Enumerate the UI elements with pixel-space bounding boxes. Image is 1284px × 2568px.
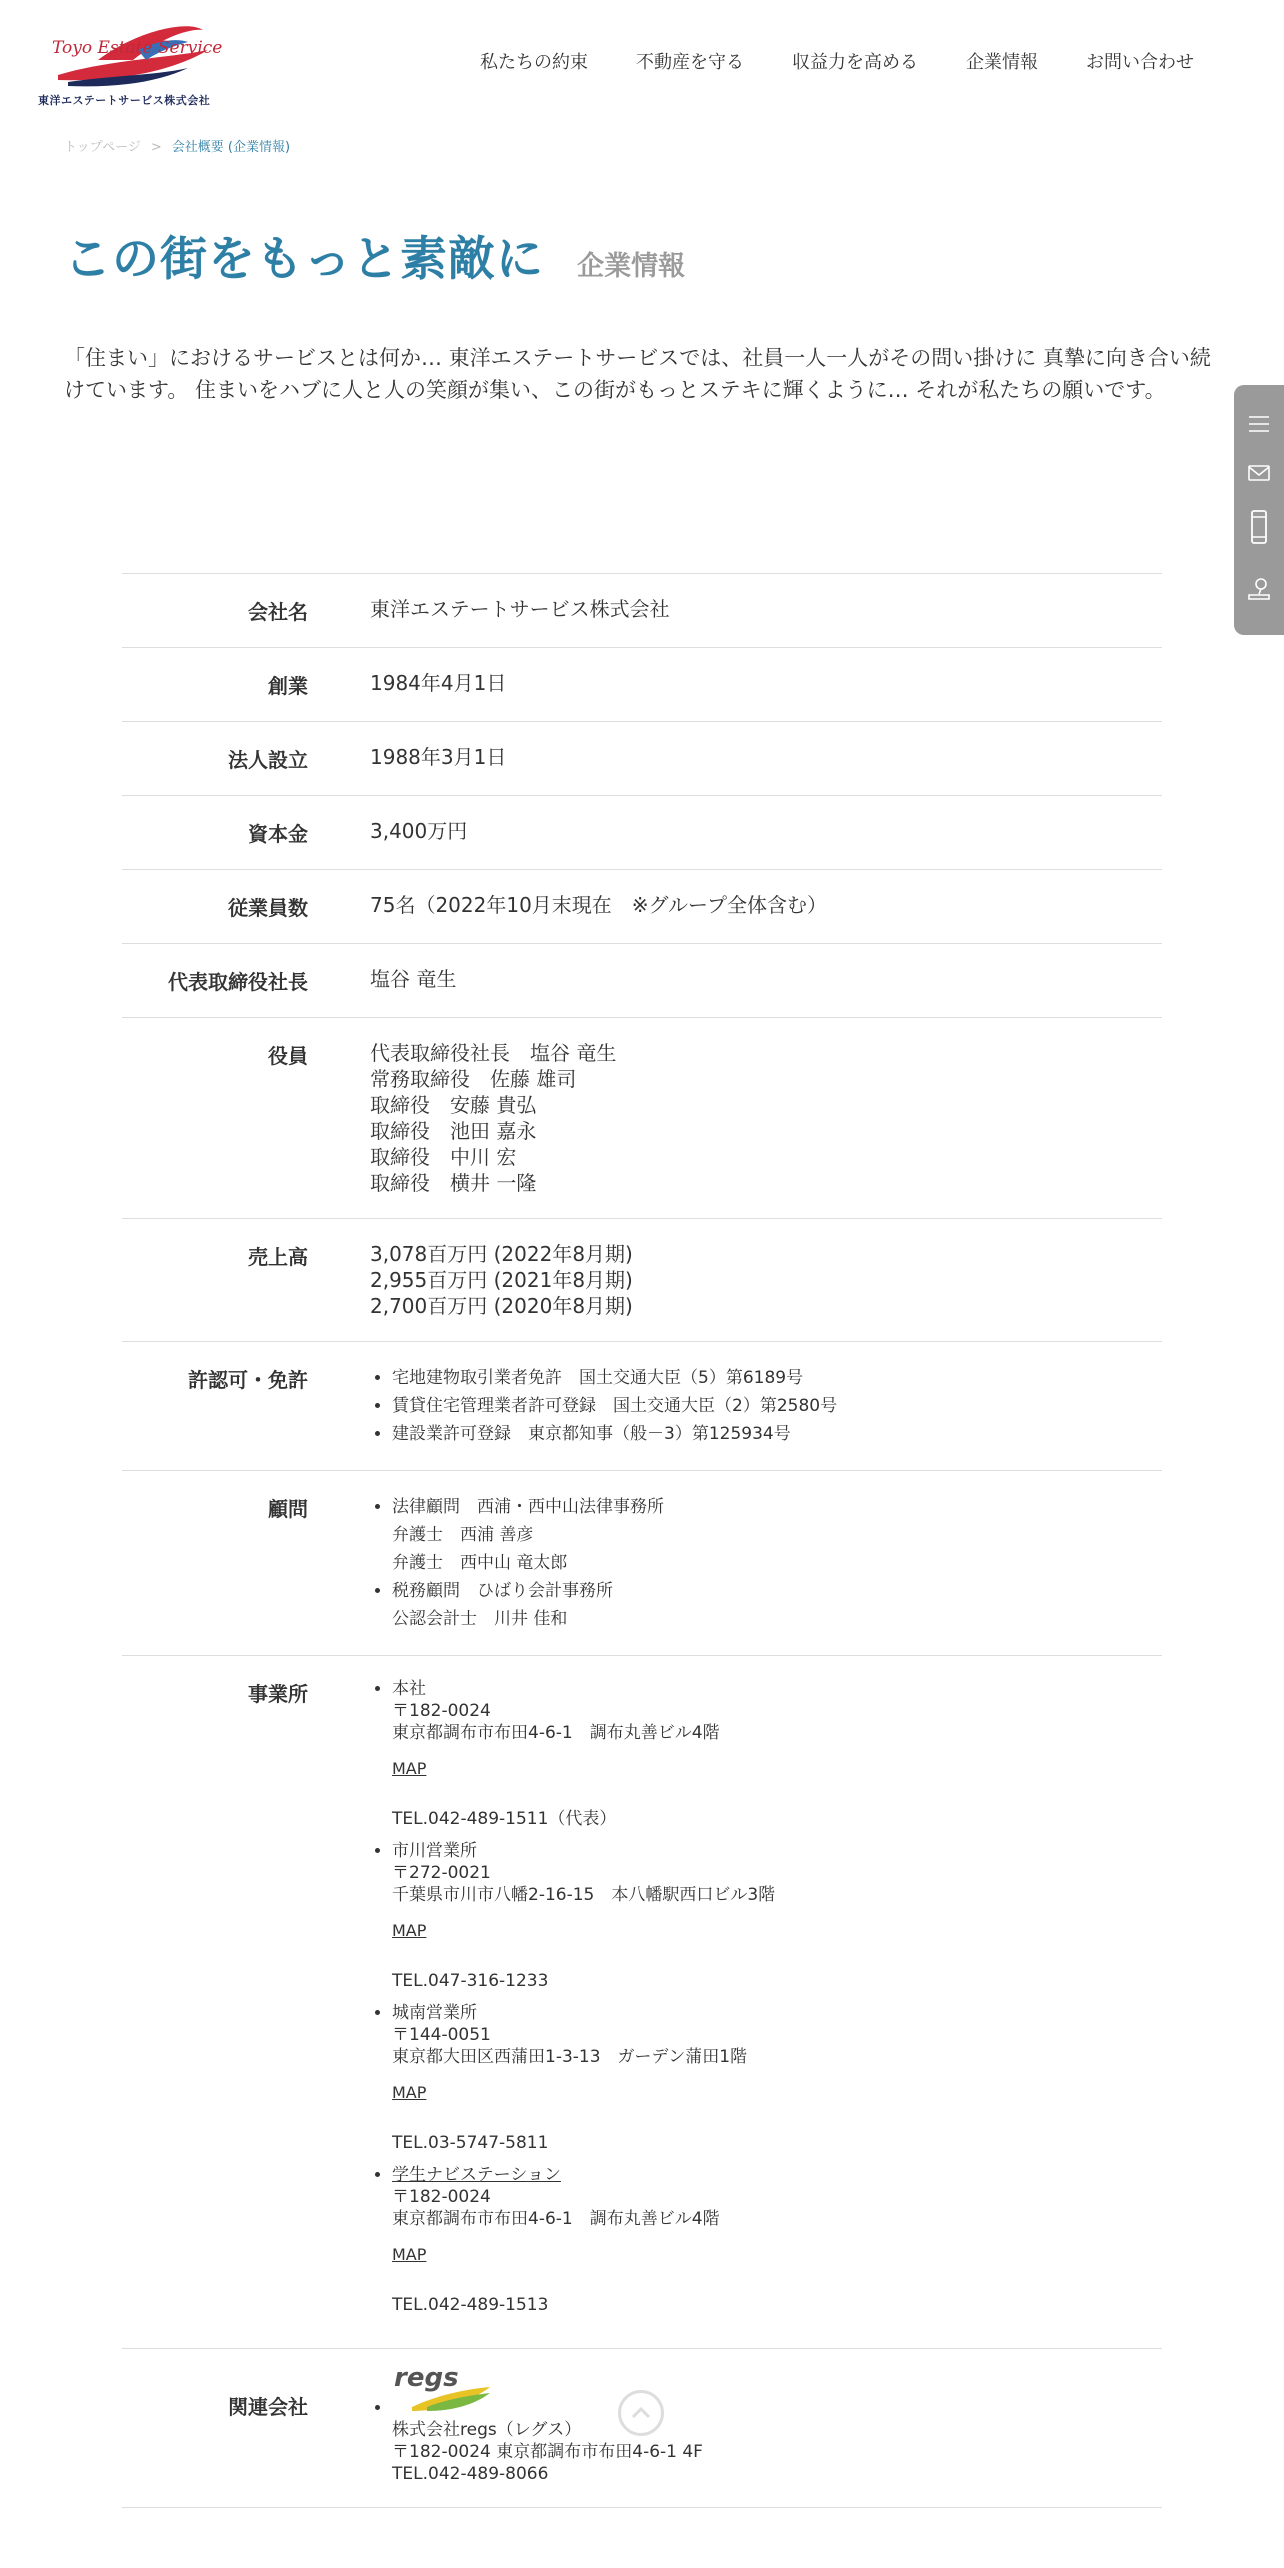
office-tel[interactable]: TEL.03-5747-5811 <box>392 2133 549 2153</box>
office-zip: 〒182-0024 <box>392 1701 491 1721</box>
breadcrumb-current: 会社概要 (企業情報) <box>171 140 291 155</box>
license-item: • 賃貸住宅管理業者許可登録 国土交通大臣（2）第2580号 <box>392 1392 1162 1420</box>
office-map-link[interactable]: MAP <box>392 2245 427 2264</box>
table-row <box>122 722 1162 796</box>
advisor-list <box>370 1493 1162 1633</box>
table-row <box>122 870 1162 944</box>
office-zip: 〒144-0051 <box>392 2025 491 2045</box>
table-row <box>122 1018 1162 1219</box>
row-label-employees: 従業員数 <box>228 896 308 920</box>
chevron-up-icon <box>621 2393 661 2433</box>
row-value-company-name: 東洋エステートサービス株式会社 <box>370 597 670 621</box>
table-row <box>122 796 1162 870</box>
row-label-sales: 売上高 <box>248 1245 308 1269</box>
office-name: • 市川営業所 <box>392 1841 477 1861</box>
related-address: 〒182-0024 東京都調布市布田4-6-1 4F <box>392 2442 703 2462</box>
site-header <box>0 0 1284 130</box>
nav-promise[interactable]: 私たちの約束 <box>480 52 588 73</box>
row-label-incorporated: 法人設立 <box>228 748 308 772</box>
row-label-founded: 創業 <box>268 674 308 698</box>
nav-contact[interactable]: お問い合わせ <box>1086 52 1194 73</box>
row-value-related <box>308 2349 1162 2508</box>
table-row <box>122 1471 1162 1656</box>
office-tel[interactable]: TEL.042-489-1511（代表） <box>392 1809 617 1829</box>
page-title-sub: 企業情報 <box>577 251 686 282</box>
office-zip: 〒272-0021 <box>392 1863 491 1883</box>
officer-line: 取締役 安藤 貴弘 <box>370 1093 537 1117</box>
sales-line: 3,078百万円 (2022年8月期) <box>370 1242 633 1266</box>
office-list <box>370 1678 1162 2316</box>
officer-line: 取締役 横井 一隆 <box>370 1171 537 1195</box>
table-row <box>122 574 1162 648</box>
nav-protect-property[interactable]: 不動産を守る <box>636 52 744 73</box>
officer-line: 取締役 中川 宏 <box>370 1145 517 1169</box>
office-item <box>392 2002 1162 2154</box>
advisor-item <box>392 1493 1162 1577</box>
related-tel[interactable]: TEL.042-489-8066 <box>392 2464 549 2484</box>
row-value-capital: 3,400万円 <box>370 819 468 843</box>
office-address: 東京都調布市布田4-6-1 調布丸善ビル4階 <box>392 2209 720 2229</box>
row-value-incorporated: 1988年3月1日 <box>370 745 507 769</box>
row-value-officers <box>308 1018 1162 1219</box>
row-value-advisors <box>308 1471 1162 1656</box>
company-profile-table <box>122 573 1162 2508</box>
office-zip: 〒182-0024 <box>392 2187 491 2207</box>
page-title-main: この街をもっと素敵に <box>64 232 544 287</box>
regs-logo[interactable] <box>392 2363 492 2413</box>
related-list <box>370 2363 1162 2485</box>
license-list <box>370 1364 1162 1448</box>
row-label-president: 代表取締役社長 <box>168 970 308 994</box>
row-value-president: 塩谷 竜生 <box>370 967 457 991</box>
office-map-link[interactable]: MAP <box>392 1759 427 1778</box>
company-logo[interactable] <box>38 20 223 110</box>
office-map-link[interactable]: MAP <box>392 1921 427 1940</box>
license-item: • 建設業許可登録 東京都知事（般－3）第125934号 <box>392 1420 1162 1448</box>
office-item <box>392 1840 1162 1992</box>
mail-icon[interactable] <box>1246 460 1272 486</box>
sales-line: 2,955百万円 (2021年8月期) <box>370 1268 633 1292</box>
office-address: 東京都大田区西蒲田1-3-13 ガーデン蒲田1階 <box>392 2047 748 2067</box>
office-map-link[interactable]: MAP <box>392 2083 427 2102</box>
advisor-title: 法律顧問 西浦・西中山法律事務所 <box>392 1497 664 1517</box>
regs-logo-text: • regs <box>394 2363 459 2393</box>
advisor-person: 弁護士 西中山 竜太郎 <box>392 1553 568 1573</box>
sales-line: 2,700百万円 (2020年8月期) <box>370 1294 633 1318</box>
logo-company-name: 東洋エステートサービス株式会社 <box>38 94 211 107</box>
officer-line: 代表取締役社長 塩谷 竜生 <box>370 1041 617 1065</box>
row-label-company-name: 会社名 <box>248 600 308 624</box>
nav-company-info[interactable]: 企業情報 <box>966 52 1038 73</box>
row-value-sales <box>308 1219 1162 1342</box>
row-label-advisors: 顧問 <box>268 1497 308 1521</box>
officer-line: 常務取締役 佐藤 雄司 <box>370 1067 577 1091</box>
row-label-officers: 役員 <box>268 1044 308 1068</box>
row-label-offices: 事業所 <box>248 1682 308 1706</box>
row-label-capital: 資本金 <box>248 822 308 846</box>
breadcrumb-home[interactable]: トップページ <box>64 140 141 155</box>
nav-increase-profit[interactable]: 収益力を高める <box>792 52 918 73</box>
side-quick-menu <box>1234 385 1284 635</box>
map-icon[interactable] <box>1246 575 1272 601</box>
page-title <box>64 222 685 289</box>
related-name: 株式会社regs（レグス） <box>392 2420 582 2440</box>
advisor-title: 税務顧問 ひばり会計事務所 <box>392 1581 613 1601</box>
office-tel[interactable]: TEL.042-489-1513 <box>392 2295 549 2315</box>
scroll-to-top-button[interactable] <box>618 2390 664 2436</box>
row-value-employees: 75名（2022年10月末現在 ※グループ全体含む） <box>370 893 827 917</box>
related-item <box>392 2363 1162 2485</box>
row-value-founded: 1984年4月1日 <box>370 671 507 695</box>
intro-text: 「住まい」におけるサービスとは何か… 東洋エステートサービスでは、社員一人一人がその問い掛けに 真摯に向き合い続けています。 住まいをハブに人と人の笑顔が集い、この街がもっとステキに輝くように… それが私たちの願いです。 <box>64 346 1211 402</box>
table-row <box>122 648 1162 722</box>
main-nav <box>456 48 1218 74</box>
row-label-related: 関連会社 <box>228 2395 308 2419</box>
advisor-item <box>392 1577 1162 1633</box>
office-name: • 本社 <box>392 1679 426 1699</box>
office-tel[interactable]: TEL.047-316-1233 <box>392 1971 549 1991</box>
table-row <box>122 1219 1162 1342</box>
office-item <box>392 1678 1162 1830</box>
row-value-licenses <box>308 1342 1162 1471</box>
table-row <box>122 1342 1162 1471</box>
row-value-offices <box>308 1656 1162 2349</box>
officer-line: 取締役 池田 嘉永 <box>370 1119 537 1143</box>
table-row <box>122 944 1162 1018</box>
menu-icon[interactable] <box>1246 411 1272 437</box>
advisor-person: 公認会計士 川井 佳和 <box>392 1609 568 1629</box>
advisor-person: 弁護士 西浦 善彦 <box>392 1525 534 1545</box>
breadcrumb-separator: > <box>150 140 162 155</box>
office-item <box>392 2164 1162 2316</box>
table-row <box>122 1656 1162 2349</box>
office-name: • 城南営業所 <box>392 2003 477 2023</box>
office-address: 千葉県市川市八幡2-16-15 本八幡駅西口ビル3階 <box>392 1885 776 1905</box>
breadcrumb <box>64 136 290 155</box>
row-label-licenses: 許認可・免許 <box>188 1368 308 1392</box>
office-address: 東京都調布市布田4-6-1 調布丸善ビル4階 <box>392 1723 720 1743</box>
license-item: • 宅地建物取引業者免許 国土交通大臣（5）第6189号 <box>392 1364 1162 1392</box>
phone-icon[interactable] <box>1246 509 1272 545</box>
office-name-link[interactable]: • 学生ナビステーション <box>392 2165 561 2185</box>
logo-script-text: Toyo Estate Service <box>52 38 223 58</box>
